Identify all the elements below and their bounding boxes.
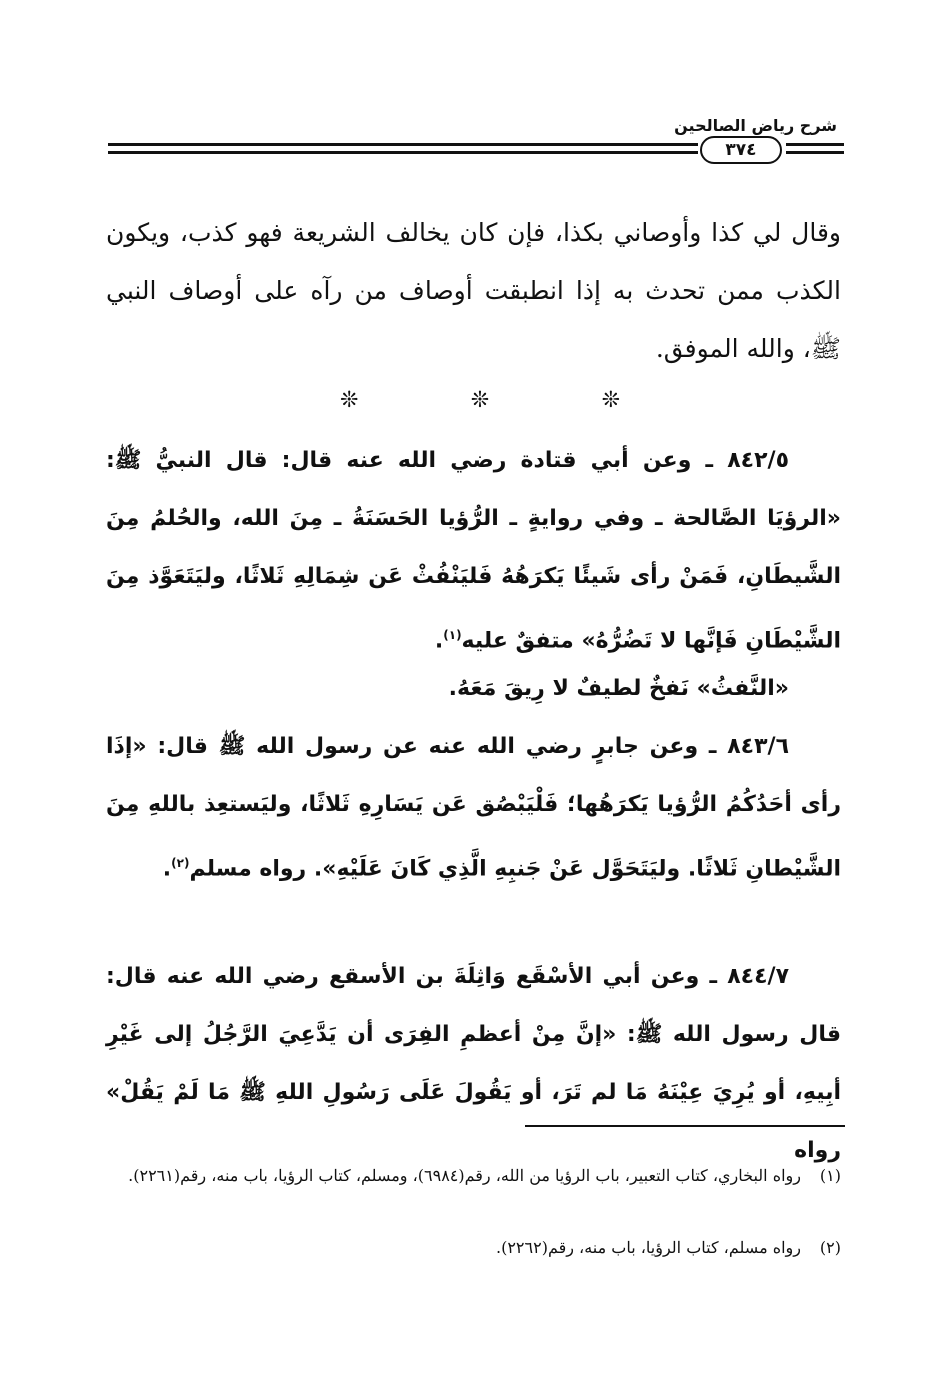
star-ornament-icon: ❊ [340,388,359,413]
footnote-2 [106,1234,841,1262]
footnote-separator [525,1125,845,1127]
footnote-2-text: رواه مسلم، كتاب الرؤيا، باب منه، رقم(٢٢٦٢). [496,1238,801,1257]
header-rule-right-top [786,143,844,146]
hadith-842-text: ٨٤٢/٥ ـ وعن أبي قتادة رضي الله عنه قال: قال النبيُّ ﷺ: «الرؤيَا الصَّالحة ـ وفي روايةٍ ـ الرُّؤيا الحَسَنَةُ ـ مِنَ الله، والحُلمُ مِنَ الشَّيطَانِ، فَمَنْ رأى شَيئًا يَكرَهُهُ فَليَنْفُثْ عَن شِمَالِهِ ثَلاثًا، وليَتَعَوَّذ مِنَ الشَّيْطَانِ فَإنَّها لا تَضُرُّهُ» متفقٌ عليه [106,448,841,654]
header-rule-left-top [108,143,698,146]
page-number-badge: ٣٧٤ [700,136,782,164]
hadith-844: ٨٤٤/٧ ـ وعن أبي الأسْقَع وَاثِلَةَ بن الأسقع رضي الله عنه قال: قال رسول الله ﷺ: «إنَّ مِنْ أعظمِ الفِرَى أن يَدَّعِيَ الرَّجُلُ إلى غَيْرِ أبِيهِ، أو يُرِيَ عِيْنَهُ مَا لم تَرَ، أو يَقُولَ عَلَى رَسُولِ اللهِ ﷺ مَا لَمْ يَقُلْ» رواه [106,964,841,1163]
hadith-842-note: «النَّفثُ» نَفخٌ لطيفٌ لا رِيقَ مَعَهُ. [448,676,789,701]
footnote-1 [106,1162,841,1190]
header-rule-left-bottom [108,151,698,154]
star-ornament-icon: ❊ [470,388,490,413]
hadith-843-end: . [162,856,172,882]
footnote-1-text: رواه البخاري، كتاب التعبير، باب الرؤيا من الله، رقم(٦٩٨٤)، ومسلم، كتاب الرؤيا، باب منه، رقم(٢٢٦١). [128,1166,801,1185]
footnote-2-number: (٢) [819,1238,841,1257]
hadith-842 [106,432,841,670]
footnote-1-number: (١) [819,1166,841,1185]
hadith-843 [106,718,841,898]
header-rule-right-bottom [786,151,844,154]
paragraph-intro: وقال لي كذا وأوصاني بكذا، فإن كان يخالف الشريعة فهو كذب، ويكون الكذب ممن تحدث به إذا انطبقت أوصاف من رآه على أوصاف النبي ﷺ، والله الموفق. [106,218,841,363]
hadith-842-end: . [434,628,444,654]
star-ornament-icon: ❊ [601,388,620,413]
running-header-title: شرح رياض الصالحين [674,116,837,135]
hadith-843-text: ٨٤٣/٦ ـ وعن جابرٍ رضي الله عنه عن رسول الله ﷺ قال: «إذَا رأى أحَدُكُمُ الرُّؤيا يَكرَهُها؛ فَلْيَبْصُق عَن يَسَارِهِ ثَلاثًا، وليَستعِذ باللهِ مِنَ الشَّيْطانِ ثَلاثًا. وليَتَحَوَّل عَنْ جَنبِهِ الَّذِي كَانَ عَلَيْهِ». رواه مسلم [106,734,841,882]
section-divider-stars [340,388,620,413]
footnote-ref-2: (٢) [171,856,190,870]
footnote-ref-1: (١) [443,628,462,642]
